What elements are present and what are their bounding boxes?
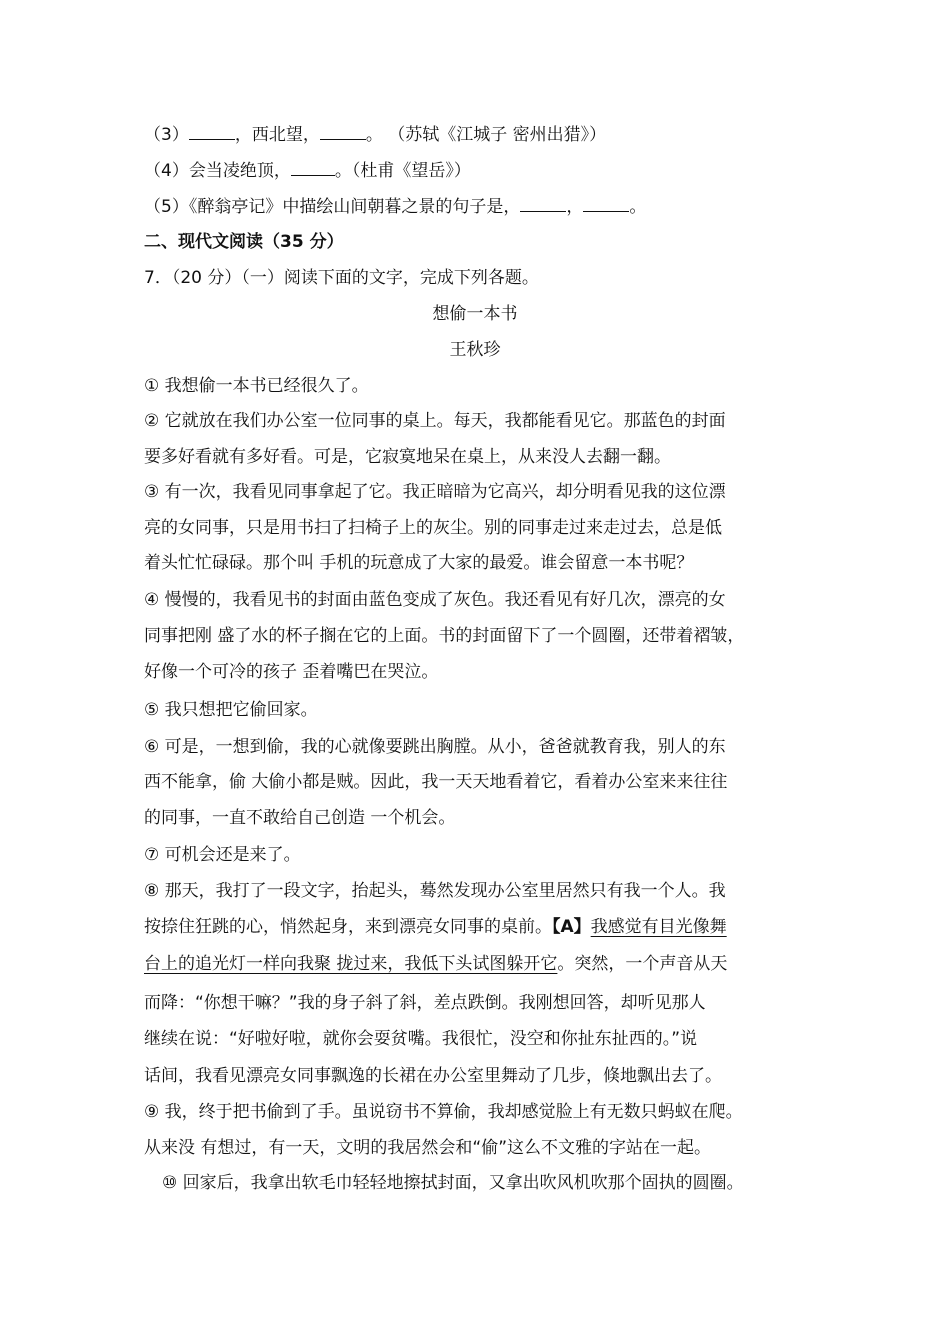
answer-blank[interactable] [320, 125, 366, 140]
article-line: 的同事，一直不敢给自己创造 一个机会。 [144, 808, 456, 828]
question-3: （3） ，西北望， 。 （苏轼《江城子 密州出猎》） [144, 125, 607, 145]
article-author: 王秋珍 [449, 340, 501, 360]
article-line: ⑩ 回家后，我拿出软毛巾轻轻地擦拭封面，又拿出吹风机吹那个固执的圆圈。 [162, 1173, 744, 1193]
article-line: 台上的追光灯一样向我聚 拢过来，我低下头试图躲开它。突然，一个声音从天 [144, 954, 728, 974]
article-line: ② 它就放在我们办公室一位同事的桌上。每天，我都能看见它。那蓝色的封面 [144, 411, 726, 431]
article-line: 按捺住狂跳的心，悄然起身，来到漂亮女同事的桌前。【A】我感觉有目光像舞 [144, 917, 727, 937]
article-line: 亮的女同事，只是用书扫了扫椅子上的灰尘。别的同事走过来走过去，总是低 [144, 518, 722, 538]
article-line: 同事把刚 盛了水的杯子搁在它的上面。书的封面留下了一个圆圈，还带着褶皱， [144, 626, 745, 646]
article-line: ⑥ 可是，一想到偷，我的心就像要跳出胸膛。从小，爸爸就教育我，别人的东 [144, 737, 726, 757]
underlined-sentence: 我感觉有目光像舞 [590, 917, 727, 937]
question-5: （5）《醉翁亭记》中描绘山间朝暮之景的句子是， ， 。 [144, 197, 647, 217]
article-line: ⑦ 可机会还是来了。 [144, 845, 301, 865]
answer-blank[interactable] [520, 197, 566, 212]
section-heading: 二、现代文阅读（35 分） [144, 232, 344, 252]
article-line: 好像一个可冷的孩子 歪着嘴巴在哭泣。 [144, 662, 439, 682]
answer-blank[interactable] [291, 161, 335, 176]
question-4: （4）会当凌绝顶， 。（杜甫《望岳》） [144, 161, 471, 181]
article-line: 话间，我看见漂亮女同事飘逸的长裙在办公室里舞动了几步，倏地飘出去了。 [144, 1066, 722, 1086]
article-line: ① 我想偷一本书已经很久了。 [144, 376, 369, 396]
article-line: ⑧ 那天，我打了一段文字，抬起头，蓦然发现办公室里居然只有我一个人。我 [144, 881, 726, 901]
article-line: 而降：“你想干嘛？”我的身子斜了斜，差点跌倒。我刚想回答，却听见那人 [144, 993, 706, 1013]
question-7-prompt: 7．（20 分）（一）阅读下面的文字，完成下列各题。 [144, 268, 539, 288]
article-title: 想偷一本书 [432, 304, 518, 324]
article-line: ③ 有一次，我看见同事拿起了它。我正暗暗为它高兴，却分明看见我的这位漂 [144, 482, 726, 502]
underlined-sentence: 台上的追光灯一样向我聚 拢过来，我低下头试图躲开它 [144, 954, 558, 974]
article-line: 要多好看就有多好看。可是，它寂寞地呆在桌上，从来没人去翻一翻。 [144, 447, 671, 467]
article-line: 从来没 有想过，有一天，文明的我居然会和“偷”这么不文雅的字站在一起。 [144, 1138, 712, 1158]
marker-a: 【A】 [552, 917, 591, 937]
article-line: ⑨ 我，终于把书偷到了手。虽说窃书不算偷，我却感觉脸上有无数只蚂蚁在爬。 [144, 1102, 743, 1122]
article-line: 西不能拿，偷 大偷小都是贼。因此，我一天天地看着它，看着办公室来来往往 [144, 772, 728, 792]
answer-blank[interactable] [189, 125, 235, 140]
article-line: ⑤ 我只想把它偷回家。 [144, 700, 318, 720]
answer-blank[interactable] [583, 197, 629, 212]
article-line: 继续在说：“好啦好啦，就你会耍贫嘴。我很忙，没空和你扯东扯西的。”说 [144, 1029, 698, 1049]
article-line: 着头忙忙碌碌。那个叫 手机的玩意成了大家的最爱。谁会留意一本书呢？ [144, 553, 694, 573]
article-line: ④ 慢慢的，我看见书的封面由蓝色变成了灰色。我还看见有好几次，漂亮的女 [144, 590, 726, 610]
